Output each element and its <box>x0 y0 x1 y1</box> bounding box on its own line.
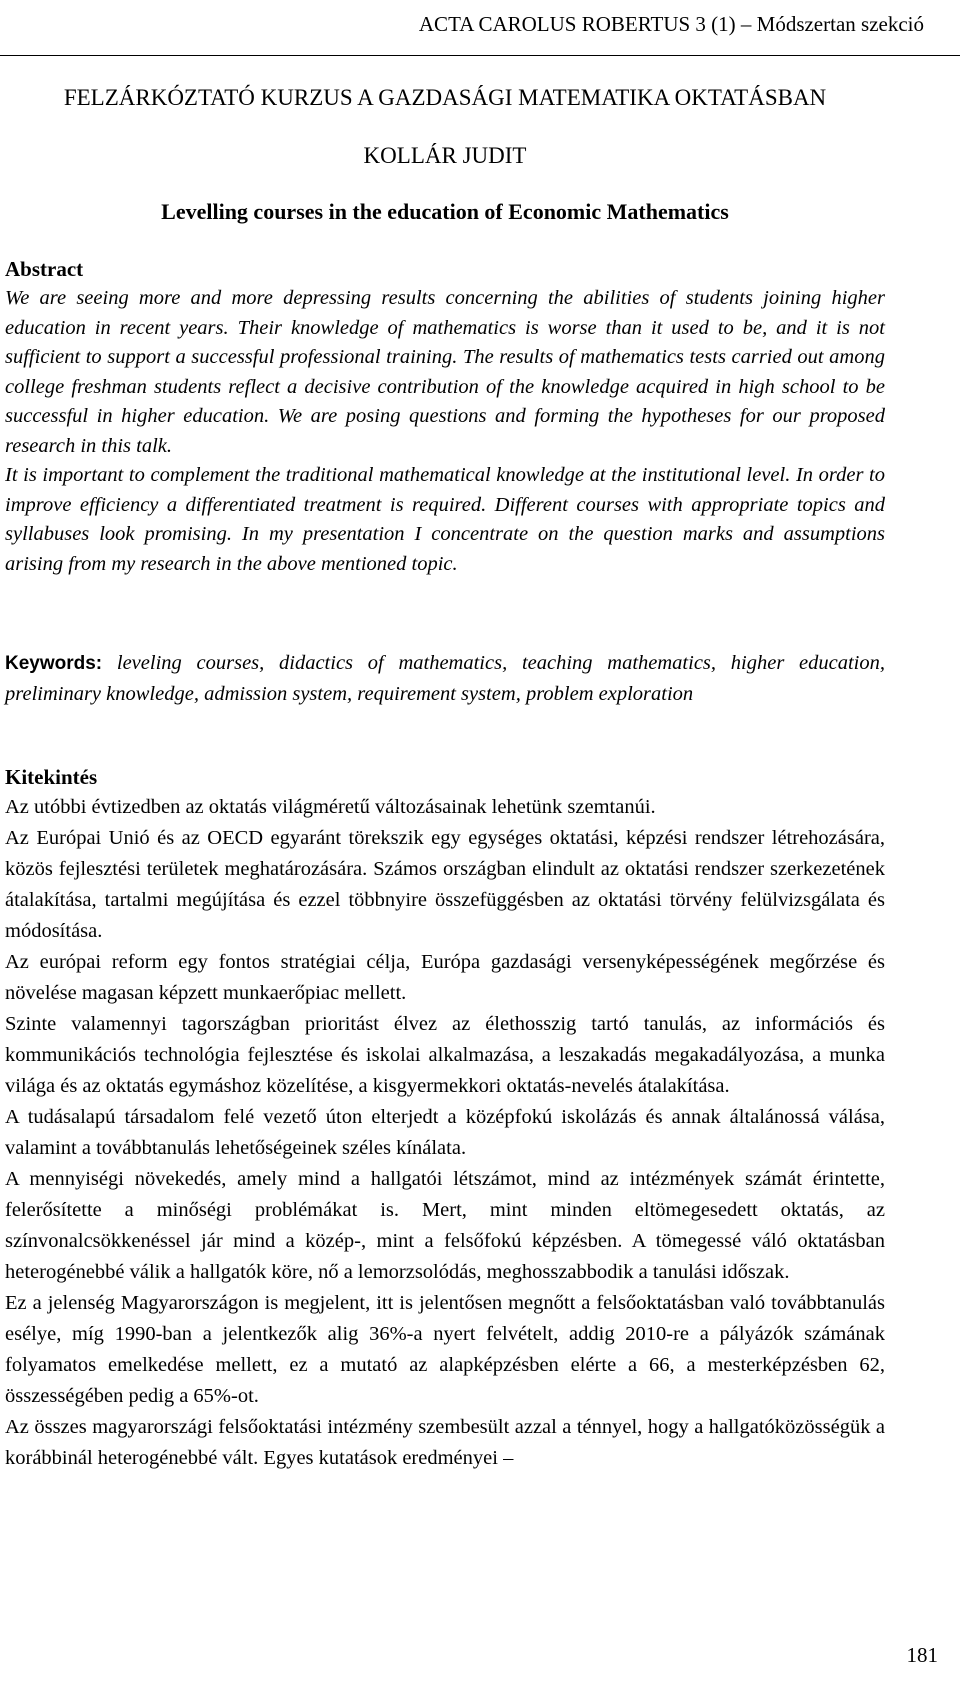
body-paragraph: A tudásalapú társadalom felé vezető úton elterjedt a középfokú iskolázás és annak általánossá válása, valamint a továbbtanulás lehetőségeinek széles kínálata. <box>5 1106 885 1159</box>
abstract-text <box>5 284 885 579</box>
running-header <box>0 0 960 48</box>
intro-section <box>5 762 885 1474</box>
journal-header-text: ACTA CAROLUS ROBERTUS 3 (1) – Módszertan szekció <box>418 12 924 36</box>
abstract-heading: Abstract <box>5 257 84 281</box>
keywords-text: leveling courses, didactics of mathematics, teaching mathematics, higher education, preliminary knowledge, admission system, requirement system, problem exploration <box>5 652 885 705</box>
paper-english-title: Levelling courses in the education of Economic Mathematics <box>161 199 729 224</box>
body-paragraph: A mennyiségi növekedés, amely mind a hallgatói létszámot, mind az intézmények számát érintette, felerősítette a minőségi problémákat is. Mert, mint minden eltömegesedett oktatás, az színvonalcsökkenéssel jár mind a közép-, mint a felsőfokú képzésben. A tömegessé váló oktatásban heterogénebbé válik a hallgatók köre, nő a lemorzsolódás, meghosszabbodik a tanulási időszak. <box>5 1168 885 1283</box>
page-number: 181 <box>906 1643 938 1667</box>
body-paragraph: Ez a jelenség Magyarországon is megjelent, itt is jelentősen megnőtt a felsőoktatásban való továbbtanulás esélye, míg 1990-ban a jelentkezők alig 36%-a nyert felvételt, addig 2010-re a pályázók számának folyamatos emelkedése mellett, ez a mutató az alapképzésben elérte a 66, a mesterképzésben 62, összességében pedig a 65%-ot. <box>5 1292 885 1407</box>
body-paragraph: Az összes magyarországi felsőoktatási intézmény szembesült azzal a ténnyel, hogy a hallgatóközösségük a korábbinál heterogénebbé vált. Egyes kutatások eredményei – <box>5 1416 885 1469</box>
body-paragraph: Szinte valamennyi tagországban prioritást élvez az élethosszig tartó tanulás, az információs és kommunikációs technológia fejlesztése és iskolai alkalmazása, a leszakadás megakadályozása, a munka világa és az oktatás egymáshoz közelítése, a kisgyermekkori oktatás-nevelés átalakítása. <box>5 1013 885 1097</box>
abstract-section <box>5 254 885 579</box>
body-paragraph: Az európai reform egy fontos stratégiai célja, Európa gazdasági versenyképességének megőrzése és növelése magasan képzett munkaerőpiac mellett. <box>5 951 885 1004</box>
paper-title: FELZÁRKÓZTATÓ KURZUS A GAZDASÁGI MATEMATIKA OKTATÁSBAN <box>63 85 827 110</box>
body-paragraph: Az Európai Unió és az OECD egyaránt törekszik egy egységes oktatási, képzési rendszer létrehozására, közös fejlesztési területek meghatározására. Számos országban elindult az oktatási rendszer szerkezetének átalakítása, tartalmi megújítása és ezzel többnyire összefüggésben az oktatási törvény felülvizsgálata és módosítása. <box>5 827 885 942</box>
keywords-section <box>5 648 885 709</box>
paper-author: KOLLÁR JUDIT <box>363 143 527 168</box>
intro-heading: Kitekintés <box>5 765 98 789</box>
intro-body <box>5 792 885 1474</box>
abstract-paragraph: It is important to complement the traditional mathematical knowledge at the institutional level. In order to improve efficiency a differentiated treatment is required. Different courses with appropriate topics and syllabuses look promising. In my presentation I concentrate on the question marks and assumptions arising from my research in the above mentioned topic. <box>5 464 885 575</box>
header-rule <box>0 55 960 56</box>
abstract-paragraph: We are seeing more and more depressing results concerning the abilities of students joining higher education in recent years. Their knowledge of mathematics is worse than it used to be, and it is not sufficient to support a successful professional training. The results of mathematics tests carried out among college freshman students reflect a decisive contribution of the knowledge acquired in high school to be successful in higher education. We are posing questions and forming the hypotheses for our proposed research in this talk. <box>5 287 885 457</box>
body-paragraph: Az utóbbi évtizedben az oktatás világméretű változásainak lehetünk szemtanúi. <box>5 796 656 818</box>
keywords-label: Keywords: <box>5 653 103 674</box>
